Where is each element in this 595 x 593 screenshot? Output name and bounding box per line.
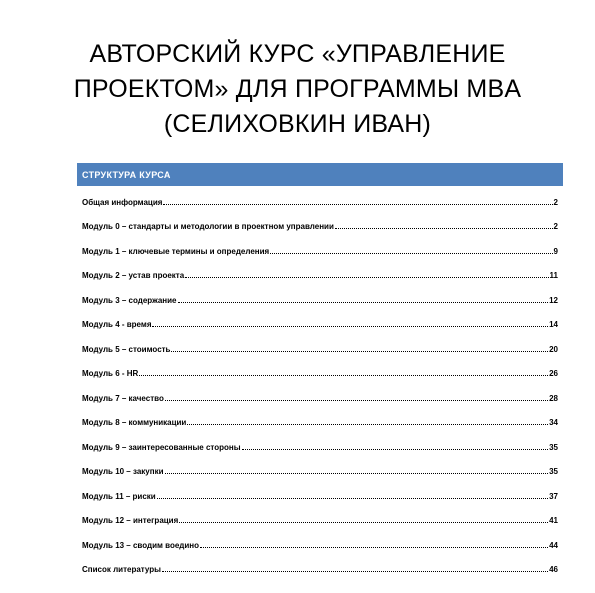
toc-entry-label: Модуль 6 - HR — [82, 369, 139, 379]
toc-entry[interactable] — [82, 509, 558, 534]
toc-dot-leader — [242, 449, 549, 450]
table-of-contents — [82, 190, 558, 582]
toc-dot-leader — [165, 473, 549, 474]
toc-dot-leader — [187, 424, 548, 425]
toc-entry[interactable] — [82, 362, 558, 387]
toc-entry[interactable] — [82, 239, 558, 264]
toc-header-label: СТРУКТУРА КУРСА — [82, 169, 171, 180]
toc-entry-page-number: 12 — [549, 295, 558, 305]
toc-dot-leader — [163, 204, 552, 205]
toc-dot-leader — [139, 375, 548, 376]
toc-header — [77, 163, 563, 186]
toc-entry-label: Модуль 9 – заинтересованные стороны — [82, 442, 241, 452]
toc-entry[interactable] — [82, 411, 558, 436]
toc-entry[interactable] — [82, 215, 558, 240]
toc-entry-label: Общая информация — [82, 197, 163, 207]
toc-entry-page-number: 28 — [549, 393, 558, 403]
toc-dot-leader — [178, 302, 549, 303]
toc-dot-leader — [270, 253, 552, 254]
toc-entry-page-number: 35 — [549, 467, 558, 477]
toc-dot-leader — [200, 547, 548, 548]
toc-entry-page-number: 9 — [553, 246, 558, 256]
toc-entry-page-number: 26 — [549, 369, 558, 379]
toc-dot-leader — [157, 498, 548, 499]
toc-dot-leader — [165, 400, 548, 401]
toc-dot-leader — [171, 351, 548, 352]
toc-entry[interactable] — [82, 460, 558, 485]
toc-entry-page-number: 20 — [549, 344, 558, 354]
toc-entry-label: Модуль 3 – содержание — [82, 295, 177, 305]
toc-entry-label: Модуль 13 – сводим воедино — [82, 540, 200, 550]
toc-entry-label: Модуль 0 – стандарты и методологии в проектном управлении — [82, 222, 334, 232]
toc-entry-page-number: 2 — [553, 197, 558, 207]
toc-entry[interactable] — [82, 190, 558, 215]
toc-dot-leader — [152, 326, 548, 327]
toc-entry[interactable] — [82, 288, 558, 313]
toc-entry-page-number: 14 — [549, 320, 558, 330]
toc-entry[interactable] — [82, 435, 558, 460]
toc-entry[interactable] — [82, 264, 558, 289]
toc-entry-page-number: 44 — [549, 540, 558, 550]
toc-dot-leader — [185, 277, 548, 278]
toc-dot-leader — [162, 571, 548, 572]
toc-entry[interactable] — [82, 337, 558, 362]
toc-dot-leader — [335, 228, 553, 229]
toc-entry[interactable] — [82, 484, 558, 509]
toc-dot-leader — [179, 522, 548, 523]
toc-entry[interactable] — [82, 533, 558, 558]
title-line: (СЕЛИХОВКИН ИВАН) — [163, 109, 432, 138]
toc-entry-page-number: 11 — [549, 271, 558, 281]
toc-entry-label: Модуль 11 – риски — [82, 491, 156, 501]
toc-entry-page-number: 2 — [553, 222, 558, 232]
title-line: АВТОРСКИЙ КУРС «УПРАВЛЕНИЕ — [89, 39, 506, 68]
toc-entry-label: Модуль 1 – ключевые термины и определения — [82, 246, 270, 256]
toc-entry-label: Модуль 5 – стоимость — [82, 344, 171, 354]
toc-entry-page-number: 41 — [549, 516, 558, 526]
toc-entry-label: Модуль 8 – коммуникации — [82, 418, 187, 428]
document-title — [40, 37, 555, 142]
toc-entry[interactable] — [82, 313, 558, 338]
toc-entry-page-number: 35 — [549, 442, 558, 452]
toc-entry[interactable] — [82, 558, 558, 583]
toc-entry-label: Список литературы — [82, 565, 161, 575]
toc-entry[interactable] — [82, 386, 558, 411]
toc-entry-page-number: 37 — [549, 491, 558, 501]
toc-entry-label: Модуль 4 - время — [82, 320, 152, 330]
toc-entry-label: Модуль 12 – интеграция — [82, 516, 179, 526]
toc-entry-page-number: 34 — [549, 418, 558, 428]
toc-entry-page-number: 46 — [549, 565, 558, 575]
toc-entry-label: Модуль 10 – закупки — [82, 467, 164, 477]
toc-entry-label: Модуль 2 – устав проекта — [82, 271, 185, 281]
title-line: ПРОЕКТОМ» ДЛЯ ПРОГРАММЫ MBA — [73, 74, 522, 103]
toc-entry-label: Модуль 7 – качество — [82, 393, 164, 403]
